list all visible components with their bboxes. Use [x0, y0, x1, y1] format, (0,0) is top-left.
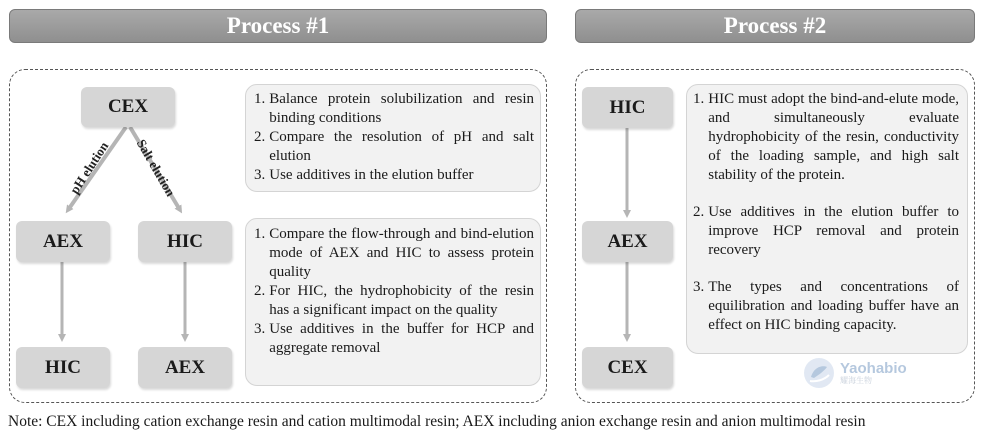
node-cex-p2: CEX [582, 347, 673, 388]
logo-subtitle: 耀海生物 [840, 375, 872, 385]
node-cex: CEX [81, 87, 175, 127]
footnote: Note: CEX including cation exchange resin and cation multimodal resin; AEX including anion exchange resin and anion multimodal resin [8, 413, 866, 430]
logo-name: Yaohabio [840, 359, 907, 377]
ph-elution-label: pH elution [66, 138, 112, 197]
node-hic-right: HIC [138, 221, 232, 262]
yaohabio-logo [802, 357, 907, 389]
list-item: 1. Balance protein solubilization and resin binding conditions [254, 91, 534, 126]
process2-notes-box [686, 84, 968, 354]
list-item: 2. For HIC, the hydrophobicity of the resin has a significant impact on the quality [254, 283, 534, 318]
list-item: 3. The types and concentrations of equilibration and loading buffer have an effect on HIC binding capacity. [693, 279, 959, 333]
process2-title: Process #2 [575, 9, 975, 43]
process1-notes-box-1 [245, 84, 541, 192]
process1-title: Process #1 [9, 9, 547, 43]
salt-elution-label: Salt elution [133, 136, 179, 199]
list-item: 3. Use additives in the elution buffer [254, 167, 474, 183]
list-item: 2. Compare the resolution of pH and salt elution [254, 129, 534, 164]
list-item: 1. Compare the flow-through and bind-elution mode of AEX and HIC to assess protein quality [254, 226, 534, 280]
node-aex-p2: AEX [582, 221, 673, 262]
node-hic-p2: HIC [582, 87, 673, 128]
list-item: 3. Use additives in the buffer for HCP and aggregate removal [254, 321, 534, 356]
list-item: 1. HIC must adopt the bind-and-elute mode, and simultaneously evaluate hydrophobicity of the resin, conductivity of the loading sample, and high salt stability of the protein. [693, 91, 959, 183]
list-item: 2. Use additives in the elution buffer to improve HCP removal and protein recovery [693, 204, 959, 258]
node-aex-left: AEX [16, 221, 110, 262]
process1-notes-box-2 [245, 218, 541, 386]
node-hic-left-bottom: HIC [16, 347, 110, 388]
hand-leaf-icon [802, 357, 836, 389]
node-aex-right-bottom: AEX [138, 347, 232, 388]
